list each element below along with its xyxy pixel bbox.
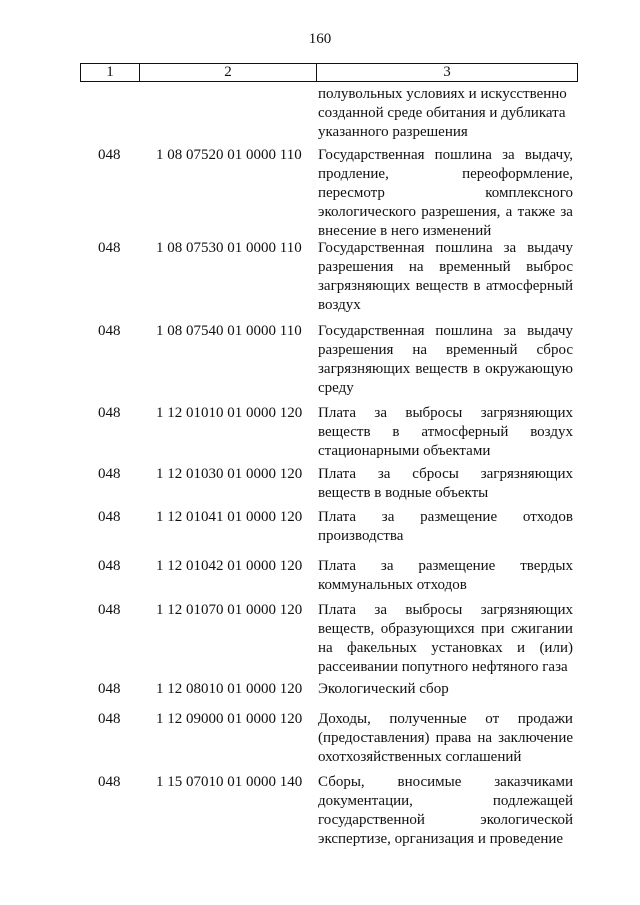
admin-code: 048 <box>98 774 121 790</box>
description-line: Доходы, полученные от продажи <box>318 711 573 727</box>
budget-classification-code: 1 08 07530 01 0000 110 <box>156 240 302 256</box>
description-line: Государственная пошлина за выдачу <box>318 323 573 339</box>
description-line: разрешения на временный сброс <box>318 342 573 358</box>
description-line: Плата за выбросы загрязняющих <box>318 602 573 618</box>
description-line: коммунальных отходов <box>318 577 467 593</box>
budget-classification-code: 1 12 01070 01 0000 120 <box>156 602 303 618</box>
admin-code: 048 <box>98 405 121 421</box>
header-col-1: 1 <box>81 64 140 81</box>
header-col-3: 3 <box>443 64 451 80</box>
budget-classification-code: 1 12 01042 01 0000 120 <box>156 558 303 574</box>
description-line: экологического разрешения, а также за <box>318 204 573 220</box>
revenue-description <box>318 404 573 461</box>
revenue-description <box>318 601 573 677</box>
description-line: рассеивании попутного нефтяного газа <box>318 659 568 675</box>
revenue-description <box>318 557 573 595</box>
admin-code: 048 <box>98 681 121 697</box>
description-line: государственной экологической <box>318 812 573 828</box>
description-line: загрязняющих веществ в атмосферный <box>318 278 573 294</box>
description-line: внесение в него изменений <box>318 223 492 239</box>
budget-classification-code: 1 12 01041 01 0000 120 <box>156 509 303 525</box>
admin-code: 048 <box>98 711 121 727</box>
admin-code: 048 <box>98 466 121 482</box>
description-line: указанного разрешения <box>318 124 468 140</box>
description-line: загрязняющих веществ в окружающую <box>318 361 573 377</box>
admin-code: 048 <box>98 558 121 574</box>
description-line: продление, переоформление, <box>318 166 573 182</box>
description-line: экспертизе, организация и проведение <box>318 831 564 847</box>
description-line: веществ в водные объекты <box>318 485 489 501</box>
description-line: разрешения на временный выброс <box>318 259 573 275</box>
revenue-description <box>318 465 573 503</box>
revenue-description <box>318 710 573 767</box>
page-number: 160 <box>308 31 332 47</box>
budget-classification-code: 1 12 09000 01 0000 120 <box>156 711 303 727</box>
revenue-description <box>318 773 573 849</box>
table-header <box>80 63 578 82</box>
description-line: производства <box>318 528 404 544</box>
description-line: среду <box>318 380 354 396</box>
description-line: документации, подлежащей <box>318 793 573 809</box>
header-col-2: 2 <box>140 64 317 81</box>
revenue-description <box>318 680 573 699</box>
continuation-description <box>318 85 573 142</box>
description-line: созданной среде обитания и дубликата <box>318 105 566 121</box>
description-line: полувольных условиях и искусственно <box>318 86 567 102</box>
revenue-description <box>318 508 573 546</box>
admin-code: 048 <box>98 240 121 256</box>
description-line: веществ в атмосферный воздух <box>318 424 573 440</box>
description-line: воздух <box>318 297 361 313</box>
admin-code: 048 <box>98 323 121 339</box>
description-line: стационарными объектами <box>318 443 491 459</box>
description-line: Экологический сбор <box>318 681 449 697</box>
description-line: (предоставления) права на заключение <box>318 730 573 746</box>
description-line: Плата за выбросы загрязняющих <box>318 405 573 421</box>
admin-code: 048 <box>98 509 121 525</box>
budget-classification-code: 1 08 07520 01 0000 110 <box>156 147 302 163</box>
description-line: охотхозяйственных соглашений <box>318 749 522 765</box>
revenue-description <box>318 239 573 315</box>
budget-classification-code: 1 12 01010 01 0000 120 <box>156 405 303 421</box>
description-line: Плата за сбросы загрязняющих <box>318 466 573 482</box>
description-line: Государственная пошлина за выдачу, <box>318 147 573 163</box>
description-line: Сборы, вносимые заказчиками <box>318 774 573 790</box>
budget-classification-code: 1 12 08010 01 0000 120 <box>156 681 303 697</box>
description-line: на факельных установках и (или) <box>318 640 573 656</box>
budget-classification-code: 1 08 07540 01 0000 110 <box>156 323 302 339</box>
description-line: Плата за размещение твердых <box>318 558 573 574</box>
description-line: Государственная пошлина за выдачу <box>318 240 573 256</box>
description-line: пересмотр комплексного <box>318 185 573 201</box>
admin-code: 048 <box>98 147 121 163</box>
budget-classification-code: 1 15 07010 01 0000 140 <box>156 774 303 790</box>
budget-classification-code: 1 12 01030 01 0000 120 <box>156 466 303 482</box>
admin-code: 048 <box>98 602 121 618</box>
revenue-description <box>318 146 573 241</box>
description-line: веществ, образующихся при сжигании <box>318 621 573 637</box>
revenue-description <box>318 322 573 398</box>
description-line: Плата за размещение отходов <box>318 509 573 525</box>
